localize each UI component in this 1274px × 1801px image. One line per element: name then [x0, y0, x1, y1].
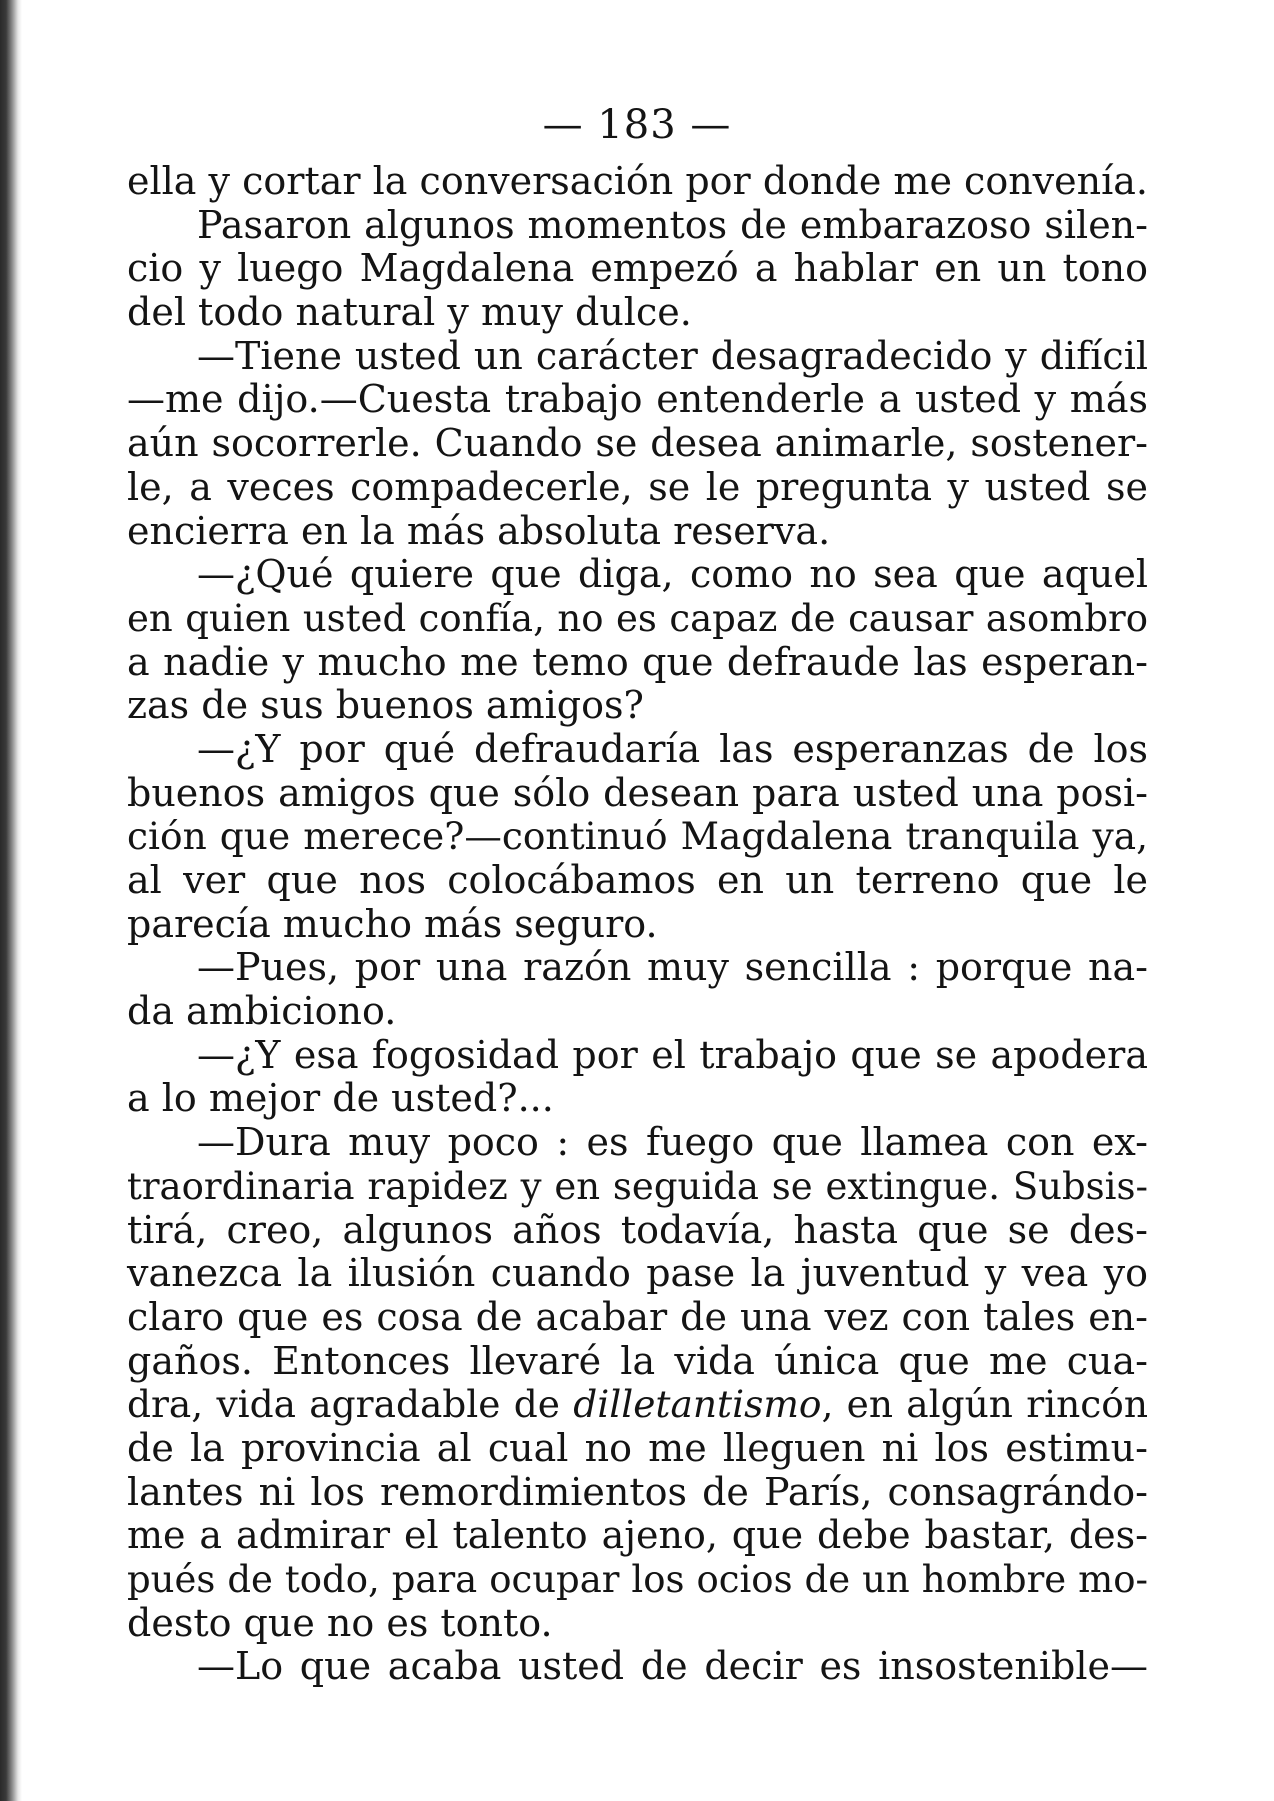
text-line: traordinaria rapidez y en seguida se extingue. Subsis-: [127, 1164, 1148, 1208]
text-line: —Lo que acaba usted de decir es insostenible—: [197, 1644, 1148, 1689]
text-line: zas de sus buenos amigos?: [127, 683, 644, 728]
text-line: me a admirar el talento ajeno, que debe bastar, des-: [127, 1513, 1148, 1558]
text-line-with-italic: [127, 1383, 1148, 1427]
text-line: al ver que nos colocábamos en un terreno que le: [127, 858, 1148, 902]
text-line: —Dura muy poco : es fuego que llamea con ex-: [197, 1120, 1148, 1165]
text-line: —¿Y esa fogosidad por el trabajo que se apodera: [197, 1032, 1148, 1077]
text-line: lantes ni los remordimientos de París, consagrándo-: [127, 1469, 1148, 1514]
text-segment: , en algún rincón: [821, 1382, 1148, 1427]
text-line: del todo natural y muy dulce.: [127, 290, 692, 335]
text-line: —Pues, por una razón muy sencilla : porque na-: [197, 945, 1148, 990]
text-line: ella y cortar la conversación por donde me convenía.: [127, 159, 1148, 203]
text-line: tirá, creo, algunos años todavía, hasta que se des-: [127, 1207, 1148, 1252]
text-line: en quien usted confía, no es capaz de causar asombro: [127, 596, 1148, 640]
text-line: —Tiene usted un carácter desagradecido y difícil: [197, 333, 1148, 378]
text-line: ción que merece?—continuó Magdalena tranquila ya,: [127, 814, 1148, 859]
text-line: claro que es cosa de acabar de una vez con tales en-: [127, 1294, 1148, 1339]
italic-word: dilletantismo: [573, 1382, 822, 1427]
text-line: vanezca la ilusión cuando pase la juventud y vea yo: [127, 1251, 1148, 1296]
text-line: gaños. Entonces llevaré la vida única que me cua-: [127, 1338, 1148, 1383]
text-line: a nadie y mucho me temo que defraude las esperan-: [127, 639, 1148, 684]
text-line: —¿Qué quiere que diga, como no sea que aquel: [197, 552, 1148, 597]
text-line: de la provincia al cual no me lleguen ni los estimu-: [127, 1425, 1148, 1470]
text-line: a lo mejor de usted?...: [127, 1076, 554, 1121]
text-line: buenos amigos que sólo desean para usted una posi-: [127, 770, 1148, 815]
body-text: [127, 160, 1148, 1689]
text-line: Pasaron algunos momentos de embarazoso silen-: [197, 202, 1148, 247]
text-line: parecía mucho más seguro.: [127, 901, 658, 946]
text-line: —¿Y por qué defraudaría las esperanzas de los: [197, 726, 1148, 771]
text-line: encierra en la más absoluta reserva.: [127, 508, 831, 553]
text-line: desto que no es tonto.: [127, 1600, 553, 1645]
text-line: aún socorrerle. Cuando se desea animarle, sostener-: [127, 421, 1148, 466]
text-line: —me dijo.—Cuesta trabajo entenderle a usted y más: [127, 377, 1148, 422]
text-line: cio y luego Magdalena empezó a hablar en un tono: [127, 246, 1148, 291]
text-line: pués de todo, para ocupar los ocios de un hombre mo-: [127, 1558, 1148, 1601]
text-line: da ambiciono.: [127, 989, 397, 1034]
text-segment: dra, vida agradable de: [127, 1382, 574, 1427]
text-line: le, a veces compadecerle, se le pregunta y usted se: [127, 464, 1148, 509]
page-number: — 183 —: [542, 102, 732, 148]
binding-shadow: [0, 0, 22, 1801]
